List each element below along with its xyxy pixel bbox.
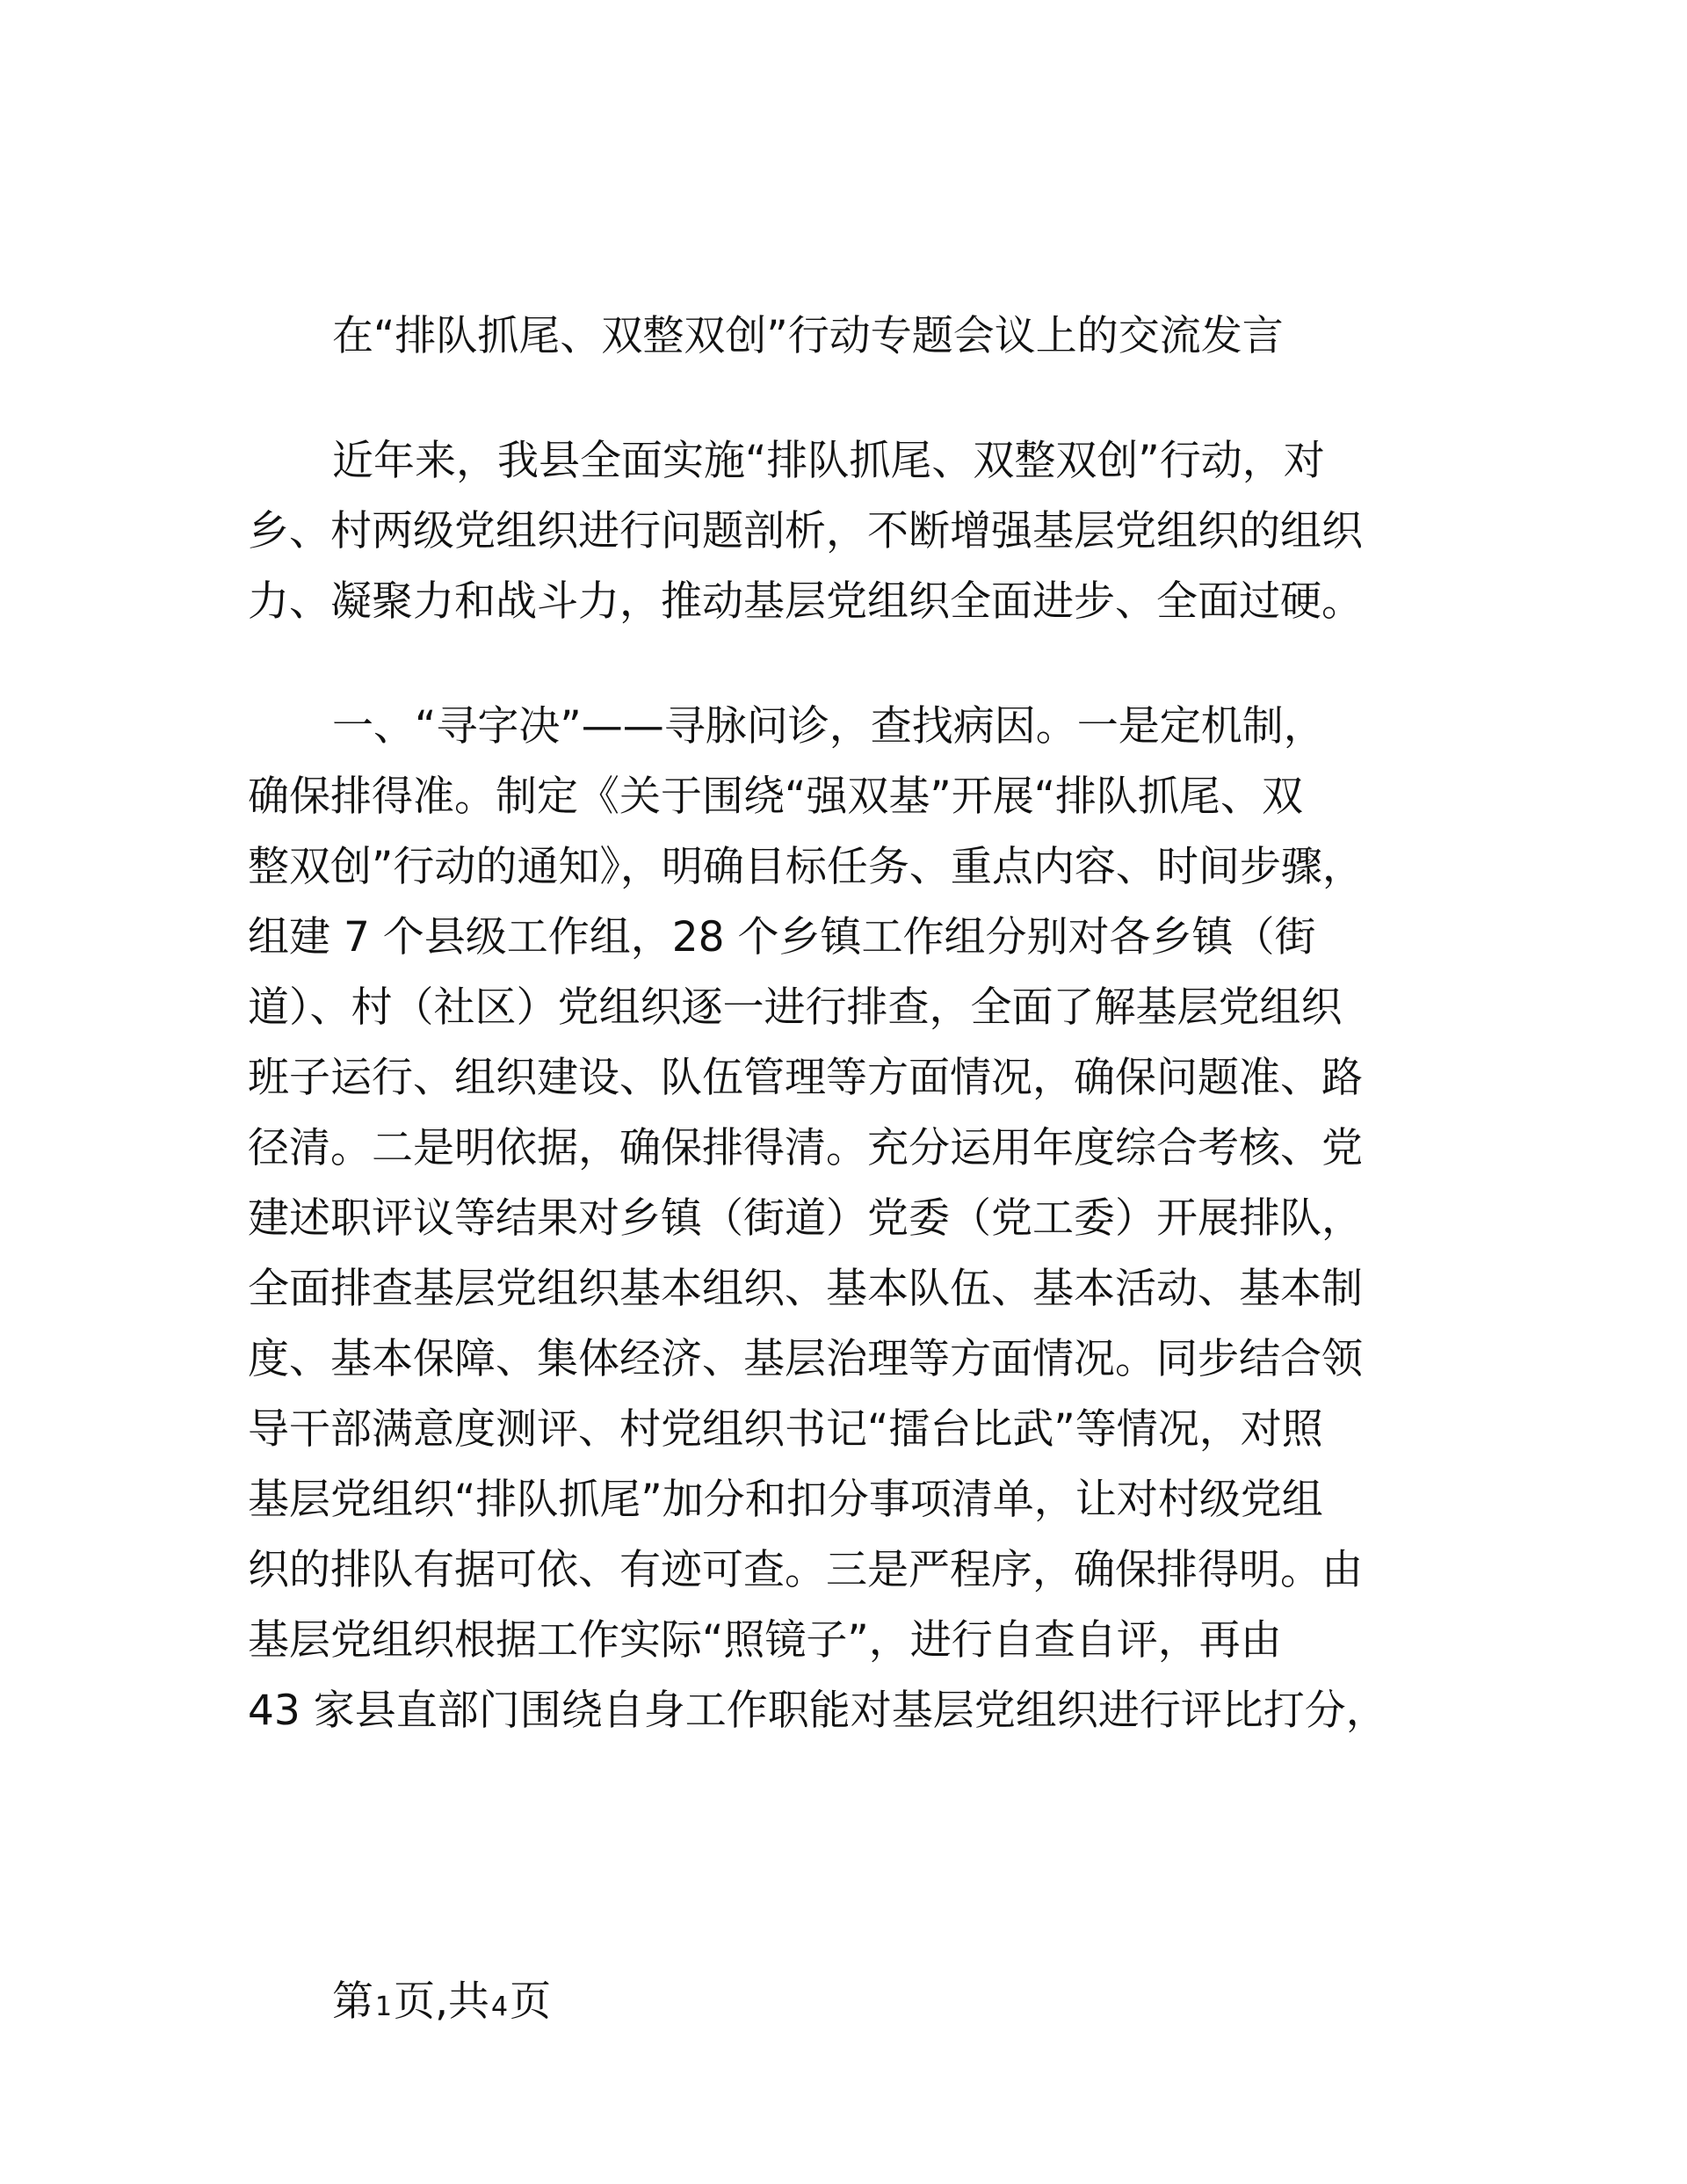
footer-page-number: 1 bbox=[375, 1992, 393, 2022]
paragraph-line: 整双创”行动的通知》，明确目标任务、重点内容、时间步骤， bbox=[248, 843, 1364, 891]
footer-prefix: 第 bbox=[332, 1977, 373, 2026]
paragraph-line: 全面排查基层党组织基本组织、基本队伍、基本活动、基本制 bbox=[248, 1265, 1363, 1313]
paragraph-line: 道）、村（社区）党组织逐一进行排查，全面了解基层党组织 bbox=[248, 983, 1343, 1032]
paragraph-line: 度、基本保障、集体经济、基层治理等方面情况。同步结合领 bbox=[248, 1335, 1363, 1383]
document-title: 在“排队抓尾、双整双创”行动专题会议上的交流发言 bbox=[332, 312, 1284, 360]
paragraph-line: 基层党组织根据工作实际“照镜子”，进行自查自评，再由 bbox=[248, 1616, 1282, 1665]
paragraph-line: 织的排队有据可依、有迹可查。三是严程序，确保排得明。由 bbox=[248, 1546, 1363, 1594]
paragraph-line: 基层党组织“排队抓尾”加分和扣分事项清单，让对村级党组 bbox=[248, 1476, 1323, 1524]
paragraph-line: 乡、村两级党组织进行问题剖析，不断增强基层党组织的组织 bbox=[248, 507, 1363, 555]
paragraph-line: 43 家县直部门围绕自身工作职能对基层党组织进行评比打分， bbox=[248, 1687, 1387, 1735]
paragraph-line: 建述职评议等结果对乡镇（街道）党委（党工委）开展排队， bbox=[248, 1194, 1363, 1243]
paragraph-line: 组建 7 个县级工作组，28 个乡镇工作组分别对各乡镇（街 bbox=[248, 913, 1316, 961]
footer-total-pages: 4 bbox=[491, 1992, 509, 2022]
paragraph-line: 确保排得准。制定《关于围绕“强双基”开展“排队抓尾、双 bbox=[248, 773, 1304, 821]
paragraph-line: 近年来，我县全面实施“排队抓尾、双整双创”行动，对 bbox=[332, 437, 1325, 485]
paragraph-line: 班子运行、组织建设、队伍管理等方面情况，确保问题准、路 bbox=[248, 1054, 1363, 1102]
footer-middle: 页,共 bbox=[394, 1977, 490, 2026]
paragraph-line: 导干部满意度测评、村党组织书记“擂台比武”等情况，对照 bbox=[248, 1405, 1323, 1454]
page-footer bbox=[332, 1976, 551, 2034]
footer-suffix: 页 bbox=[510, 1977, 552, 2026]
paragraph-line: 力、凝聚力和战斗力，推动基层党组织全面进步、全面过硬。 bbox=[248, 577, 1363, 626]
paragraph-line: 一、“寻字决”——寻脉问诊，查找病因。一是定机制， bbox=[332, 702, 1325, 751]
paragraph-line: 径清。二是明依据，确保排得清。充分运用年度综合考核、党 bbox=[248, 1124, 1363, 1172]
